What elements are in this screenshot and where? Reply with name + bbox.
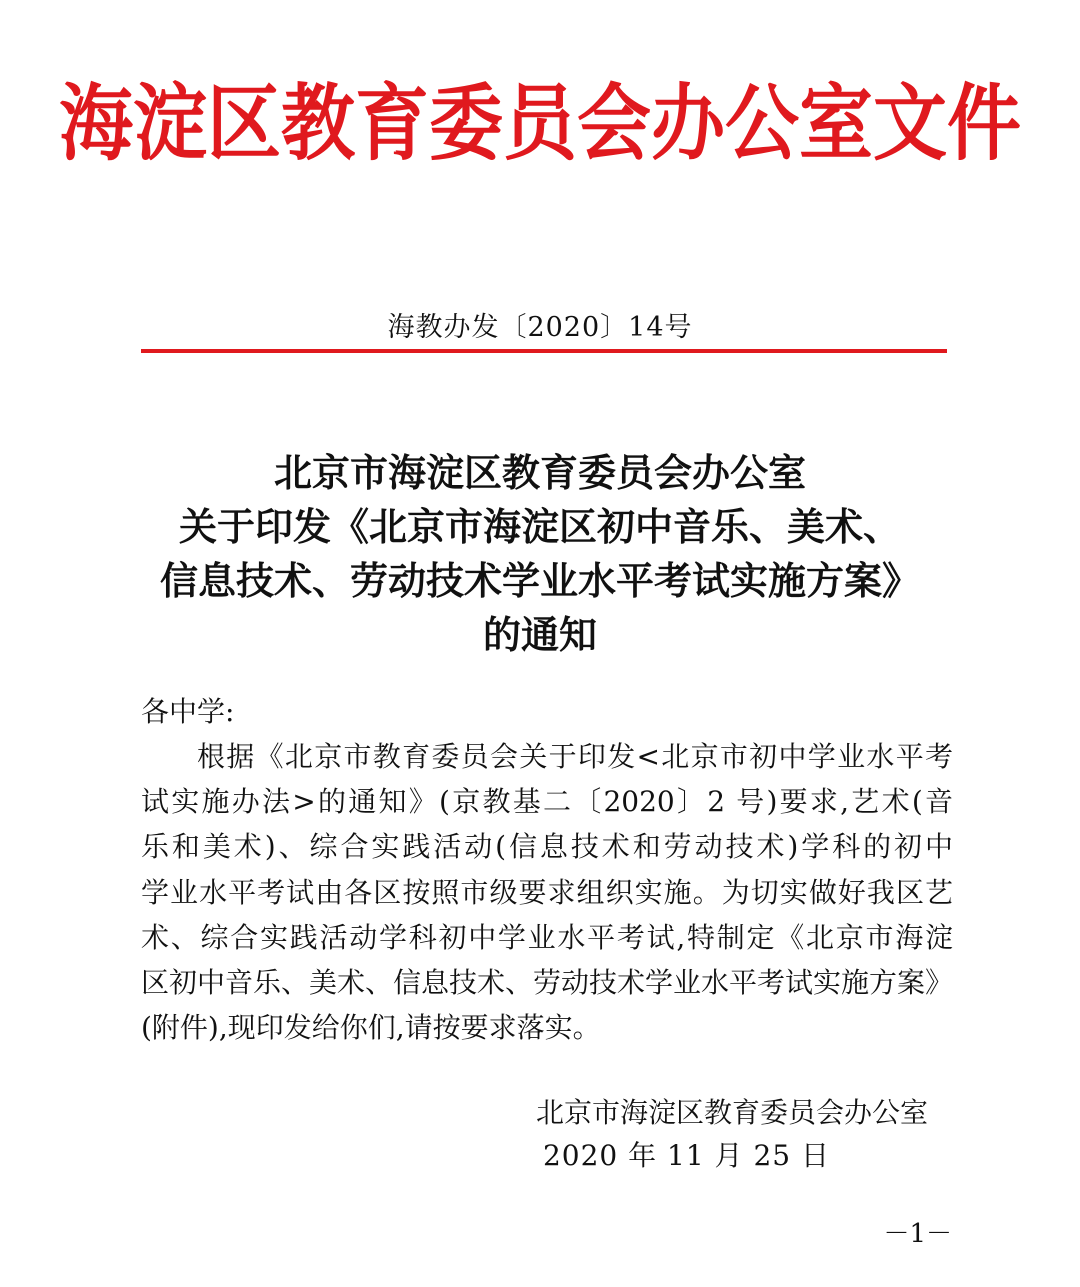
notice-title bbox=[60, 446, 1020, 662]
body-line: 区初中音乐、美术、信息技术、劳动技术学业水平考试实施方案》 bbox=[141, 966, 954, 1000]
signing-office: 北京市海淀区教育委员会办公室 bbox=[535, 1096, 928, 1129]
red-divider-line bbox=[141, 349, 947, 353]
masthead-title: 海淀区教育委员会办公室文件 bbox=[59, 75, 1021, 173]
title-line: 关于印发《北京市海淀区初中音乐、美术、 bbox=[178, 504, 901, 549]
title-line: 的通知 bbox=[482, 612, 597, 657]
body-line: 根据《北京市教育委员会关于印发<北京市初中学业水平考 bbox=[197, 740, 953, 773]
body-line: 乐和美术)、综合实践活动(信息技术和劳动技术)学科的初中 bbox=[141, 830, 953, 864]
title-line: 信息技术、劳动技术学业水平考试实施方案》 bbox=[159, 558, 920, 603]
body-paragraph bbox=[141, 734, 953, 1050]
document-number: 海教办发〔2020〕14号 bbox=[387, 312, 693, 343]
issue-date: 2020 年 11 月 25 日 bbox=[542, 1139, 830, 1172]
body-line: 学业水平考试由各区按照市级要求组织实施。为切实做好我区艺 bbox=[141, 875, 953, 909]
body-line: 术、综合实践活动学科初中学业水平考试,特制定《北京市海淀 bbox=[141, 920, 953, 954]
title-line: 北京市海淀区教育委员会办公室 bbox=[273, 450, 806, 495]
body-line: (附件),现印发给你们,请按要求落实。 bbox=[141, 1011, 601, 1045]
body-line: 试实施办法>的通知》(京教基二〔2020〕2 号)要求,艺术(音 bbox=[141, 785, 953, 819]
salutation: 各中学: bbox=[141, 695, 235, 728]
page-number: －1－ bbox=[883, 1219, 952, 1249]
